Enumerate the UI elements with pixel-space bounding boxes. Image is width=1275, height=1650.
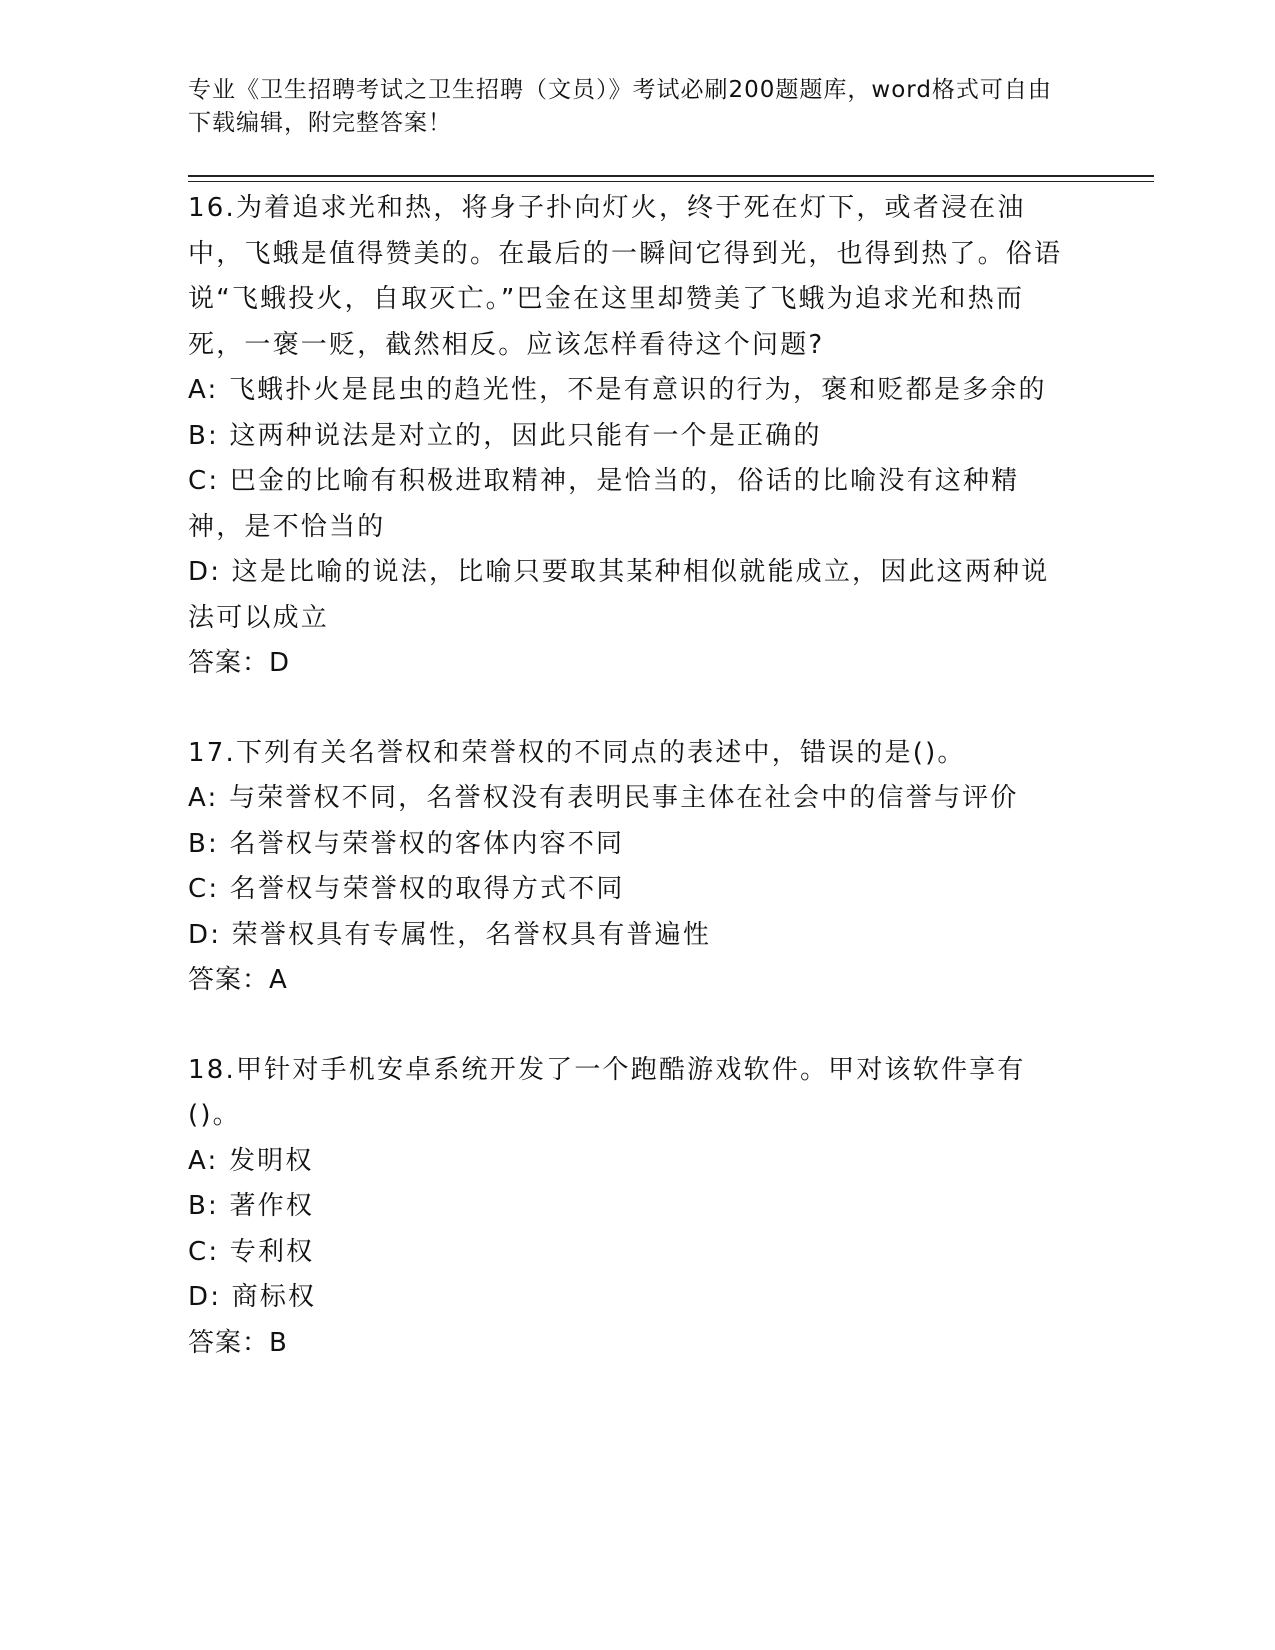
option-a: A: 发明权: [188, 1145, 314, 1176]
question-18: [188, 1048, 1068, 1367]
answer-value: D: [269, 648, 292, 678]
option-c: C: 专利权: [188, 1236, 315, 1267]
answer-line: [188, 958, 1068, 1004]
option-b: B: 名誉权与荣誉权的客体内容不同: [188, 828, 625, 859]
answer-line: [188, 641, 1068, 687]
question-stem: 18.甲针对手机安卓系统开发了一个跑酷游戏软件。甲对该软件享有()。: [188, 1054, 1026, 1130]
question-stem: 16.为着追求光和热，将身子扑向灯火，终于死在灯下，或者浸在油中，飞蛾是值得赞美的。在最后的一瞬间它得到光，也得到热了。俗语说“飞蛾投火，自取灭亡。”巴金在这里却赞美了飞蛾为追求光和热而死，一褒一贬，截然相反。应该怎样看待这个问题?: [188, 193, 1063, 360]
question-17: [188, 731, 1068, 1004]
question-16: [188, 186, 1068, 687]
answer-value: A: [269, 965, 290, 995]
option-c: C: 名誉权与荣誉权的取得方式不同: [188, 874, 625, 904]
header-divider-thin: [188, 181, 1154, 182]
question-list: [188, 186, 1068, 1366]
option-b: B: 这两种说法是对立的，因此只能有一个是正确的: [188, 420, 822, 451]
answer-line: [188, 1321, 1068, 1367]
option-c: C: 巴金的比喻有积极进取精神，是恰当的，俗话的比喻没有这种精神，是不恰当的: [188, 466, 1020, 542]
option-a: A: 与荣誉权不同，名誉权没有表明民事主体在社会中的信誉与评价: [188, 783, 1019, 813]
option-d: D: 这是比喻的说法，比喻只要取其某种相似就能成立，因此这两种说法可以成立: [188, 557, 1050, 633]
option-d: D: 商标权: [188, 1282, 317, 1312]
document-header: 专业《卫生招聘考试之卫生招聘（文员）》考试必刷200题题库，word格式可自由下载编辑，附完整答案！: [188, 77, 1052, 136]
option-d: D: 荣誉权具有专属性，名誉权具有普遍性: [188, 919, 712, 950]
question-stem: 17.下列有关名誉权和荣誉权的不同点的表述中，错误的是()。: [188, 737, 966, 768]
option-b: B: 著作权: [188, 1191, 315, 1221]
question-gap: [188, 1004, 1068, 1048]
answer-label: 答案：: [188, 648, 270, 678]
answer-label: 答案：: [188, 965, 270, 995]
option-a: A: 飞蛾扑火是昆虫的趋光性，不是有意识的行为，褒和贬都是多余的: [188, 375, 1047, 405]
answer-value: B: [269, 1327, 290, 1358]
header-divider-thick: [188, 175, 1154, 177]
answer-label: 答案：: [188, 1327, 270, 1358]
question-gap: [188, 687, 1068, 731]
